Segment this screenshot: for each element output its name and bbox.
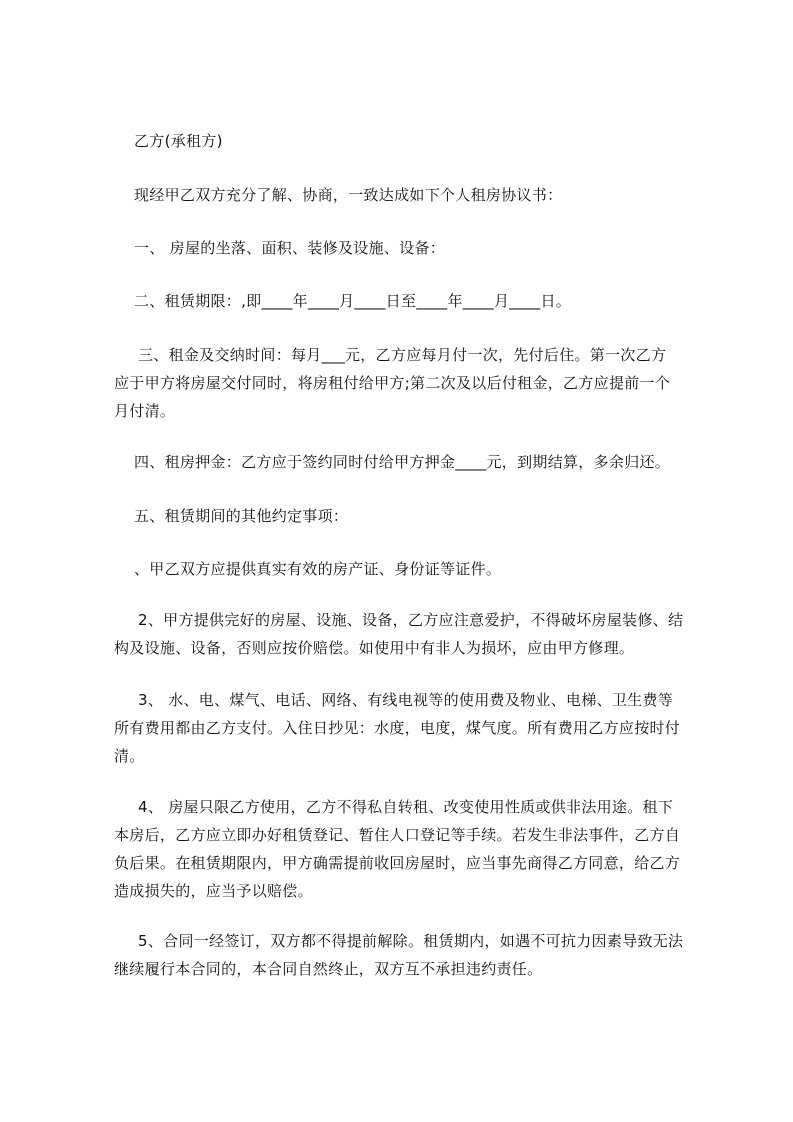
item-5-line: 5、合同一经签订，双方都不得提前解除。租赁期内，如遇不可抗力因素导致无法: [138, 932, 684, 950]
item-2: [114, 606, 734, 662]
item-2-line: 2、甲方提供完好的房屋、设施、设备，乙方应注意爱护，不得破坏房屋装修、结: [138, 611, 684, 629]
item-4-line: 负后果。在租赁期限内，甲方确需提前收回房屋时，应当事先商得乙方同意，给乙方: [114, 854, 681, 872]
item-1: [134, 555, 734, 583]
clause-5: [134, 502, 734, 530]
item-1-text: 、甲乙双方应提供真实有效的房产证、身份证等证件。: [134, 560, 502, 578]
clause-3-line: 应于甲方将房屋交付同时，将房租付给甲方;第二次及以后付租金，乙方应提前一个: [114, 374, 671, 392]
intro-text: 现经甲乙双方充分了解、协商，一致达成如下个人租房协议书：: [134, 186, 563, 204]
clause-2: [134, 287, 734, 315]
clause-3: [114, 341, 734, 425]
item-2-line: 构及设施、设备，否则应按价赔偿。如使用中有非人为损坏，应由甲方修理。: [114, 639, 635, 657]
party-b-heading: [134, 127, 734, 155]
item-5-line: 继续履行本合同的，本合同自然终止，双方互不承担违约责任。: [114, 960, 543, 978]
intro-paragraph: [134, 181, 734, 209]
clause-5-text: 五、租赁期间的其他约定事项：: [134, 507, 349, 525]
item-3: [114, 686, 734, 770]
clause-3-line: 月付清。: [114, 402, 176, 420]
clause-1: [134, 234, 734, 262]
item-3-line: 3、 水、电、煤气、电话、网络、有线电视等的使用费及物业、电梯、卫生费等: [138, 691, 674, 709]
clause-4-text: 四、租房押金：乙方应于签约同时付给甲方押金____元，到期结算，多余归还。: [134, 453, 671, 471]
item-3-line: 清。: [114, 747, 145, 765]
party-b-text: 乙方(承租方): [134, 132, 223, 150]
item-4-line: 4、 房屋只限乙方使用，乙方不得私自转租、改变使用性质或供非法用途。租下: [138, 798, 674, 816]
item-5: [114, 927, 734, 983]
item-3-line: 所有费用都由乙方支付。入住日抄见：水度，电度，煤气度。所有费用乙方应按时付: [114, 719, 681, 737]
clause-2-text: 二、租赁期限：,即____年____月____日至____年____月____日。: [134, 292, 572, 310]
clause-4: [134, 448, 734, 476]
item-4-line: 造成损失的，应当予以赔偿。: [114, 882, 313, 900]
clause-3-line: 三、租金及交纳时间：每月___元，乙方应每月付一次，先付后住。第一次乙方: [138, 346, 667, 364]
item-4-line: 本房后，乙方应立即办好租赁登记、暂住人口登记等手续。若发生非法事件，乙方自: [114, 826, 681, 844]
clause-1-text: 一、 房屋的坐落、面积、装修及设施、设备：: [134, 239, 446, 257]
item-4: [114, 793, 734, 905]
